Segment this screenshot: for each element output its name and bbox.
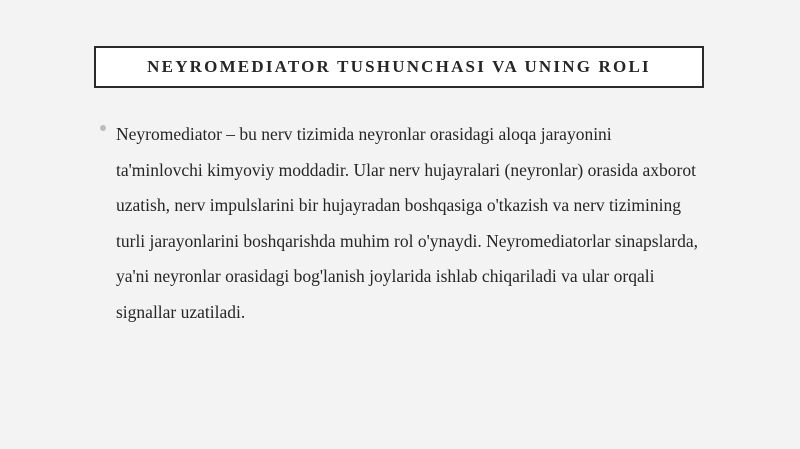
bullet-dot-icon	[100, 125, 106, 131]
slide-body	[100, 125, 700, 330]
slide-title-box	[94, 46, 704, 88]
bullet-item	[100, 117, 700, 330]
bullet-text: Neyromediator – bu nerv tizimida neyronlar orasidagi aloqa jarayonini ta'minlovchi kimyoviy moddadir. Ular nerv hujayralari (neyronlar) orasida axborot uzatish, nerv impulslarini bir hujayradan boshqasiga o'tkazish va nerv tizimining turli jarayonlarini boshqarishda muhim rol o'ynaydi. Neyromediatorlar sinapslarda, ya'ni neyronlar orasidagi bog'lanish joylarida ishlab chiqariladi va ular orqali signallar uzatiladi.	[116, 124, 698, 322]
slide-title: NEYROMEDIATOR TUSHUNCHASI VA UNING ROLI	[147, 57, 651, 76]
